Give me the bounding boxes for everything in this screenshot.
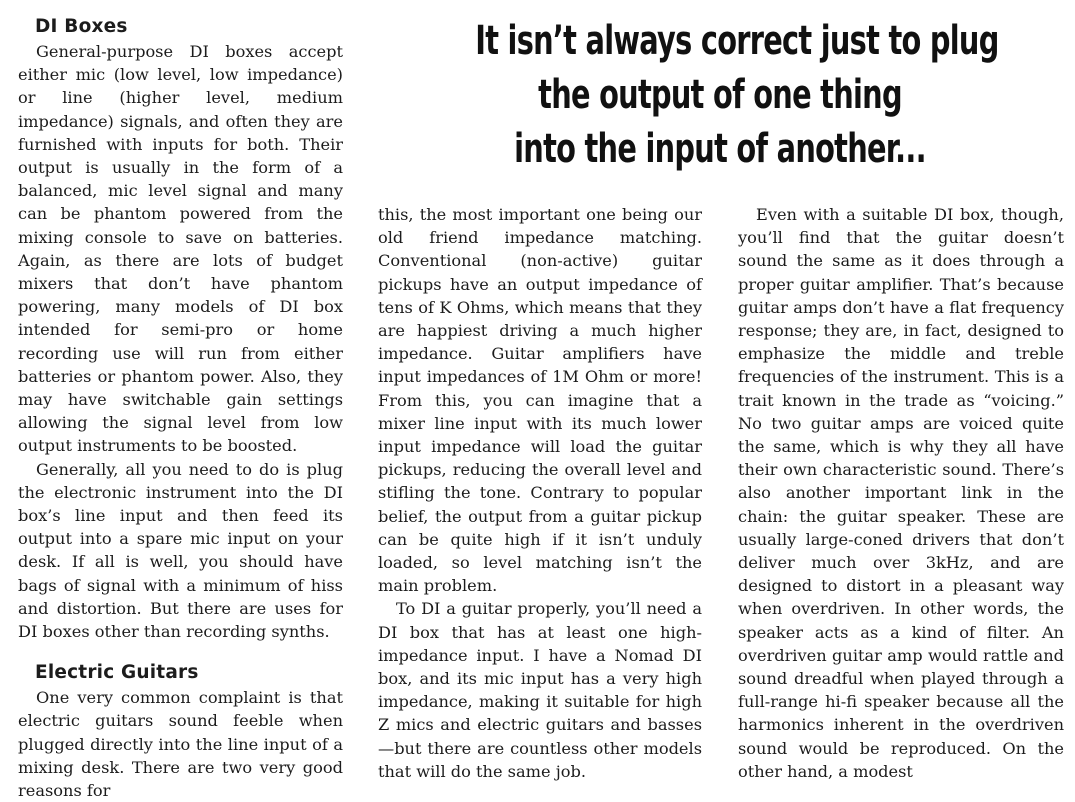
- body-paragraph: One very common complaint is that electric guitars sound feeble when plugged directly into the line input of a mixing desk. There are two very good reasons for: [18, 688, 343, 801]
- pull-quote-line: the output of one thing: [538, 72, 902, 118]
- section-heading-di-boxes: DI Boxes: [35, 16, 128, 37]
- pull-quote: [380, 14, 1060, 176]
- section-heading-electric-guitars: Electric Guitars: [35, 662, 199, 684]
- body-paragraph: General-purpose DI boxes accept either mic (low level, low impedance) or line (higher level, medium impedance) signals, and often they are furnished with inputs for both. Their output is usually in the form of a balanced, mic level signal and many can be phantom powered from the mixing console to save on batteries. Again, as there are lots of budget mixers that don’t have phantom powering, many models of DI box intended for semi-pro or home recording use will run from either batteries or phantom power. Also, they may have switchable gain settings allowing the signal level from low output instruments to be boosted.: [18, 42, 343, 456]
- pull-quote-line: It isn’t always correct just to plug: [475, 18, 999, 64]
- body-paragraph: Even with a suitable DI box, though, you’ll find that the guitar doesn’t sound the same as it does through a proper guitar amplifier. That’s because guitar amps don’t have a flat frequency response; they are, in fact, designed to emphasize the middle and treble frequencies of the instrument. This is a trait known in the trade as “voicing.” No two guitar amps are voiced quite the same, which is why they all have their own characteristic sound. There’s also another important link in the chain: the guitar speaker. These are usually large-coned drivers that don’t deliver much over 3kHz, and are designed to distort in a pleasant way when overdriven. In other words, the speaker acts as a kind of filter. An overdriven guitar amp would rattle and sound dreadful when played through a full-range hi-fi speaker because all the harmonics inherent in the overdriven sound would be reproduced. On the other hand, a modest: [738, 205, 1064, 781]
- column-1: [18, 16, 343, 802]
- pull-quote-line: into the input of another...: [514, 126, 926, 172]
- column-3: [738, 203, 1064, 783]
- body-paragraph: To DI a guitar properly, you’ll need a DI box that has at least one high-impedance input. I have a Nomad DI box, and its mic input has a very high impedance, making it suitable for high Z mics and electric guitars and basses—but there are countless other models that will do the same job.: [378, 599, 702, 781]
- column-2: [378, 203, 702, 783]
- section-gap: [18, 643, 343, 662]
- body-paragraph: this, the most important one being our old friend impedance matching. Conventional (non-active) guitar pickups have an output impedance of tens of K Ohms, which means that they are happiest driving a much higher impedance. Guitar amplifiers have input impedances of 1M Ohm or more! From this, you can imagine that a mixer line input with its much lower input impedance will load the guitar pickups, reducing the overall level and stifling the tone. Contrary to popular belief, the output from a guitar pickup can be quite high if it isn’t unduly loaded, so level matching isn’t the main problem.: [378, 205, 702, 596]
- body-paragraph: Generally, all you need to do is plug the electronic instrument into the DI box’s line input and then feed its output into a spare mic input on your desk. If all is well, you should have bags of signal with a minimum of hiss and distortion. But there are uses for DI boxes other than recording synths.: [18, 459, 343, 642]
